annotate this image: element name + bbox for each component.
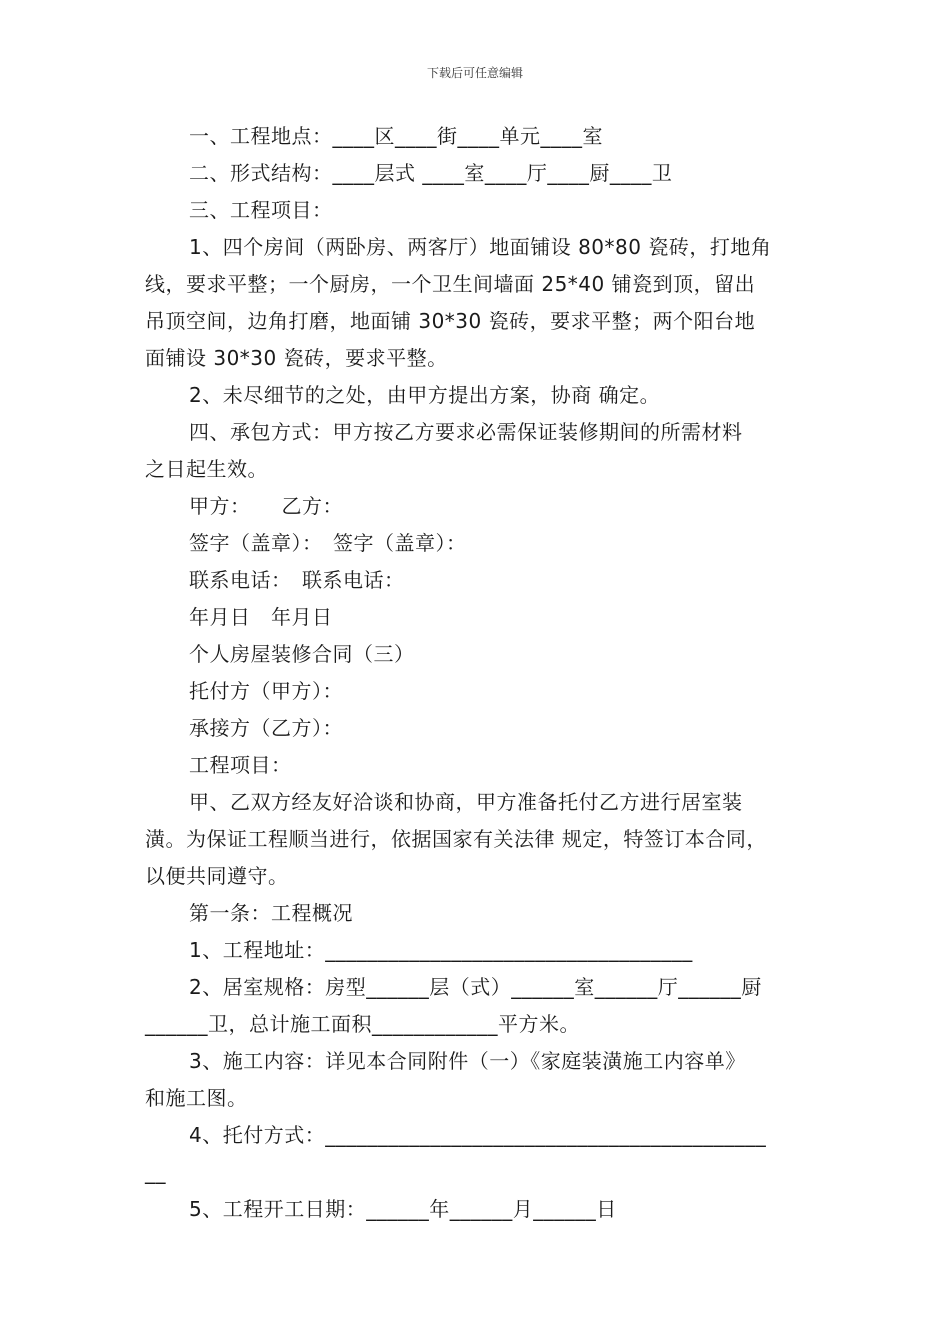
- paragraph-line: 甲、乙双方经友好洽谈和协商，甲方准备托付乙方进行居室装: [189, 790, 743, 814]
- page-header: 下载后可任意编辑: [426, 66, 523, 80]
- paragraph-line: 吊顶空间，边角打磨，地面铺 30*30 瓷砖，要求平整；两个阳台地: [145, 309, 756, 333]
- paragraph-line: 托付方（甲方）：: [189, 679, 343, 703]
- document-body: [145, 118, 825, 1228]
- paragraph-line: __: [145, 1160, 166, 1184]
- paragraph-line: 潢。为保证工程顺当进行，依据国家有关法律 规定，特签订本合同，: [145, 827, 767, 851]
- paragraph-line: 一、工程地点：____区____街____单元____室: [189, 124, 603, 148]
- paragraph-line: 三、工程项目：: [189, 198, 333, 222]
- paragraph-line: 1、四个房间（两卧房、两客厅）地面铺设 80*80 瓷砖，打地角: [189, 235, 772, 259]
- signature-seal-line: 签字（盖章）： 签字（盖章）：: [189, 531, 467, 555]
- paragraph-line: 之日起生效。: [145, 457, 268, 481]
- paragraph-line: ______卫，总计施工面积____________平方米。: [145, 1012, 580, 1036]
- paragraph-line: 线，要求平整；一个厨房，一个卫生间墙面 25*40 铺瓷到顶，留出: [145, 272, 756, 296]
- paragraph-line: 2、居室规格：房型______层（式）______室______厅______厨: [189, 975, 762, 999]
- signature-date-line: 年月日 年月日: [189, 605, 333, 629]
- paragraph-line: 二、形式结构：____层式 ____室____厅____厨____卫: [189, 161, 673, 185]
- paragraph-line: 2、未尽细节的之处，由甲方提出方案，协商 确定。: [189, 383, 661, 407]
- paragraph-line: 承接方（乙方）：: [189, 716, 343, 740]
- paragraph-line: 以便共同遵守。: [145, 864, 289, 888]
- paragraph-line: 5、工程开工日期：______年______月______日: [189, 1197, 617, 1221]
- paragraph-line: 工程项目：: [189, 753, 292, 777]
- paragraph-line: 面铺设 30*30 瓷砖，要求平整。: [145, 346, 448, 370]
- paragraph-line: 和施工图。: [145, 1086, 248, 1110]
- signature-phone-line: 联系电话： 联系电话：: [189, 568, 405, 592]
- paragraph-line: 4、托付方式：__________________________________________: [189, 1123, 767, 1147]
- section-title: 个人房屋装修合同（三）: [189, 642, 415, 666]
- paragraph-line: 3、施工内容：详见本合同附件（一）《家庭装潢施工内容单》: [189, 1049, 746, 1073]
- signature-party-line: 甲方： 乙方：: [189, 494, 343, 518]
- paragraph-line: 四、承包方式：甲方按乙方要求必需保证装修期间的所需材料: [189, 420, 743, 444]
- paragraph-line: 1、工程地址：___________________________________: [189, 938, 693, 962]
- article-heading: 第一条：工程概况: [189, 901, 353, 925]
